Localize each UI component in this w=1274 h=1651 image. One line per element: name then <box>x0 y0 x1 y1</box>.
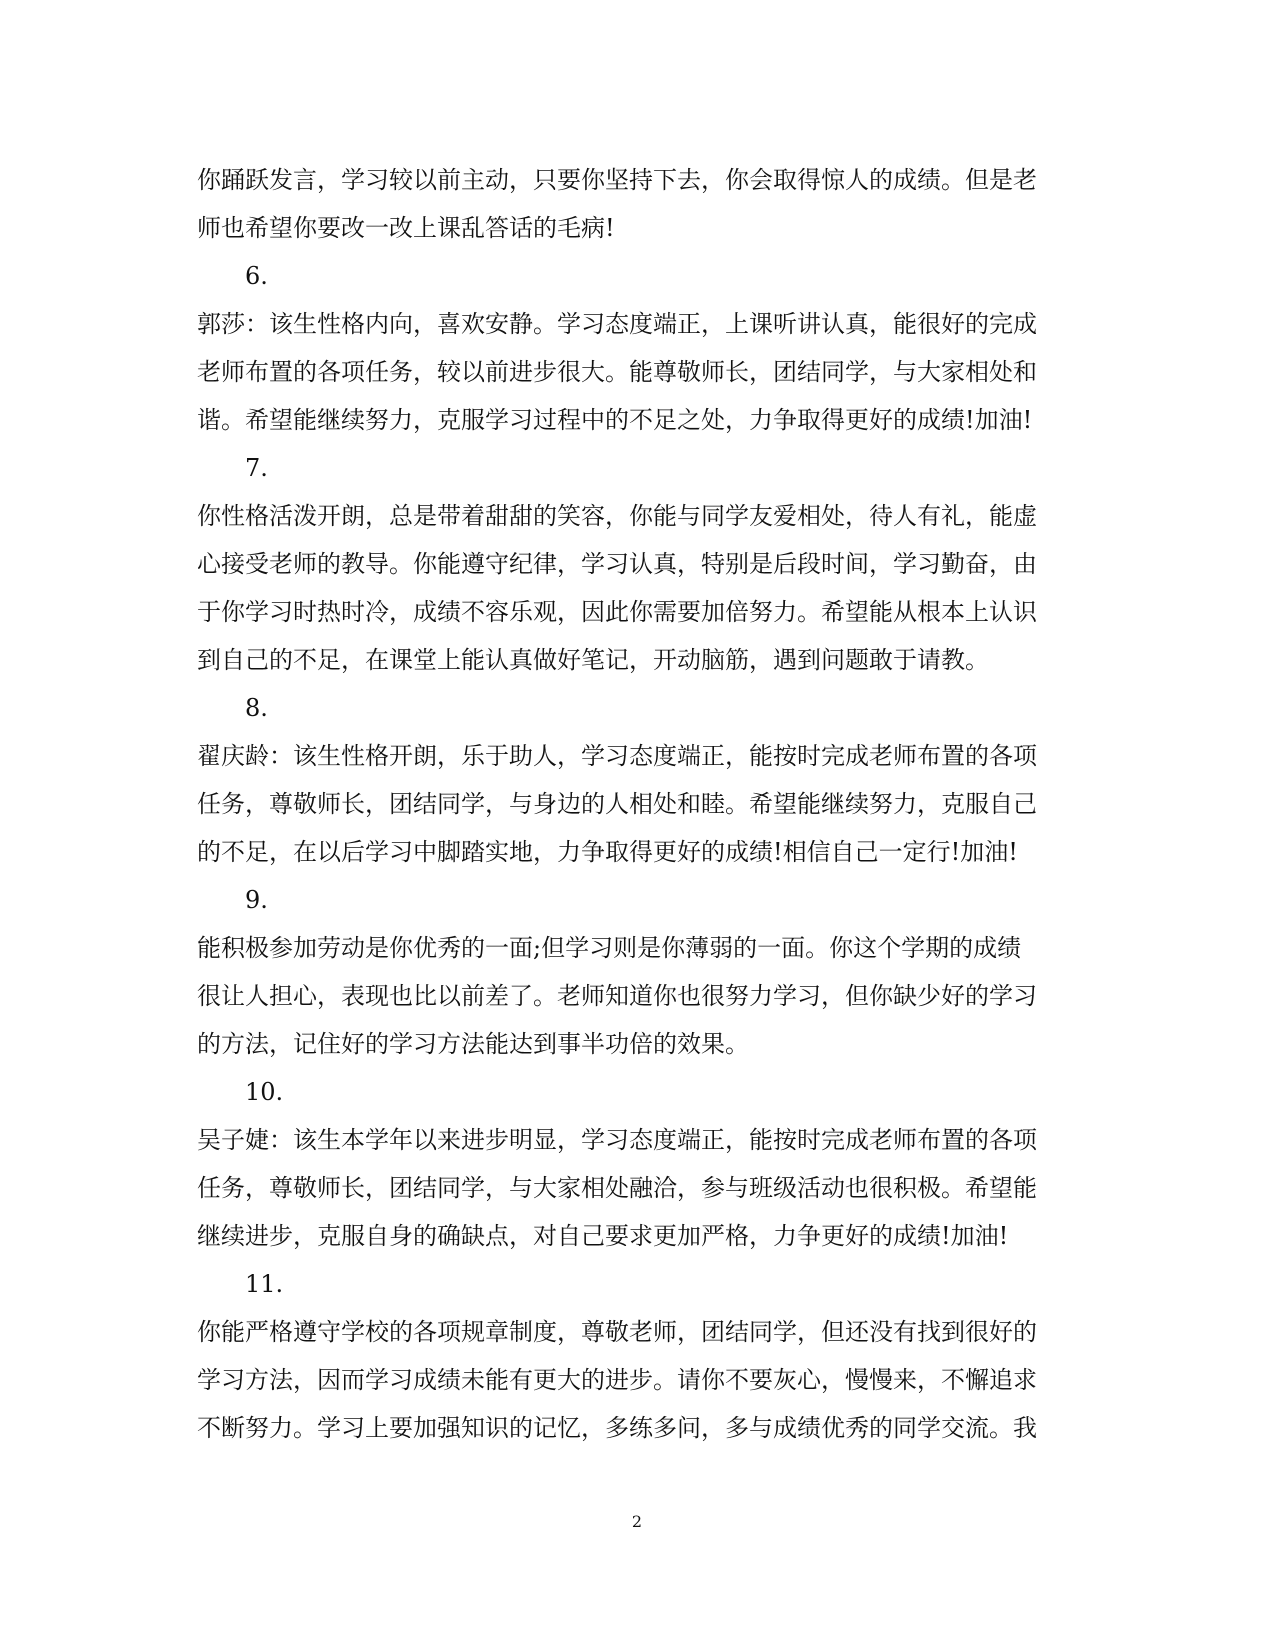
text-line: 老师布置的各项任务，较以前进步很大。能尊敬师长，团结同学，与大家相处和 <box>197 358 1037 386</box>
page-number: 2 <box>631 1512 643 1531</box>
text-line: 吴子婕：该生本学年以来进步明显，学习态度端正，能按时完成老师布置的各项 <box>197 1126 1037 1154</box>
item-number: 9. <box>245 886 268 914</box>
text-line: 你能严格遵守学校的各项规章制度，尊敬老师，团结同学，但还没有找到很好的 <box>197 1318 1037 1346</box>
item-number: 10. <box>245 1078 284 1106</box>
text-line: 的方法，记住好的学习方法能达到事半功倍的效果。 <box>197 1030 749 1058</box>
text-line: 继续进步，克服自身的确缺点，对自己要求更加严格，力争更好的成绩!加油! <box>197 1222 1009 1250</box>
item-number: 11. <box>245 1270 284 1298</box>
text-line: 你踊跃发言，学习较以前主动，只要你坚持下去，你会取得惊人的成绩。但是老 <box>197 166 1037 194</box>
text-line: 很让人担心，表现也比以前差了。老师知道你也很努力学习，但你缺少好的学习 <box>197 982 1037 1010</box>
item-number: 8. <box>245 694 268 722</box>
text-line: 任务，尊敬师长，团结同学，与身边的人相处和睦。希望能继续努力，克服自己 <box>197 790 1037 818</box>
text-line: 到自己的不足，在课堂上能认真做好笔记，开动脑筋，遇到问题敢于请教。 <box>197 646 989 674</box>
text-line: 师也希望你要改一改上课乱答话的毛病! <box>197 214 615 242</box>
text-line: 的不足，在以后学习中脚踏实地，力争取得更好的成绩!相信自己一定行!加油! <box>197 838 1018 866</box>
text-line: 学习方法，因而学习成绩未能有更大的进步。请你不要灰心，慢慢来，不懈追求 <box>197 1366 1037 1394</box>
text-line: 任务，尊敬师长，团结同学，与大家相处融洽，参与班级活动也很积极。希望能 <box>197 1174 1037 1202</box>
text-line: 谐。希望能继续努力，克服学习过程中的不足之处，力争取得更好的成绩!加油! <box>197 406 1033 434</box>
document-body <box>197 156 1077 1452</box>
text-line: 不断努力。学习上要加强知识的记忆，多练多问，多与成绩优秀的同学交流。我 <box>197 1414 1037 1442</box>
text-line: 能积极参加劳动是你优秀的一面;但学习则是你薄弱的一面。你这个学期的成绩 <box>197 934 1022 962</box>
item-number: 6. <box>245 262 268 290</box>
text-line: 郭莎：该生性格内向，喜欢安静。学习态度端正，上课听讲认真，能很好的完成 <box>197 310 1037 338</box>
text-line: 你性格活泼开朗，总是带着甜甜的笑容，你能与同学友爱相处，待人有礼，能虚 <box>197 502 1037 530</box>
text-line: 翟庆龄：该生性格开朗，乐于助人，学习态度端正，能按时完成老师布置的各项 <box>197 742 1037 770</box>
text-line: 心接受老师的教导。你能遵守纪律，学习认真，特别是后段时间，学习勤奋，由 <box>197 550 1037 578</box>
item-number: 7. <box>245 454 268 482</box>
text-line: 于你学习时热时冷，成绩不容乐观，因此你需要加倍努力。希望能从根本上认识 <box>197 598 1037 626</box>
